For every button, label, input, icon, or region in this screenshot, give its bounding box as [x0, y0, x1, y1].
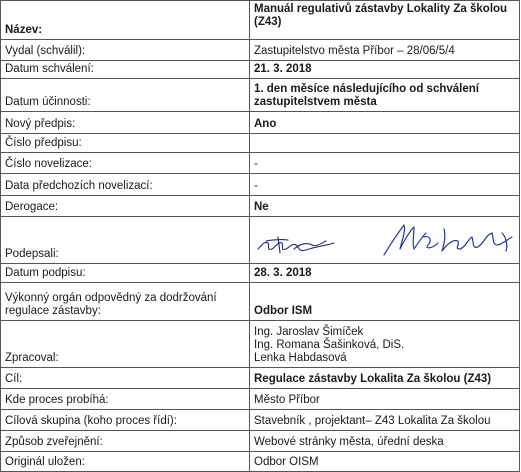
table-row	[1, 217, 520, 264]
table-row	[1, 321, 520, 368]
table-row	[1, 174, 520, 196]
row-value: -	[250, 153, 520, 174]
row-label: Výkonný orgán odpovědný za dodržování regulace zástavby:	[1, 283, 250, 321]
row-label: Datum schválení:	[1, 61, 250, 79]
table-row	[1, 61, 520, 79]
table-row	[1, 368, 520, 389]
row-label: Derogace:	[1, 196, 250, 217]
row-value: Ne	[250, 196, 520, 217]
row-label: Zpracoval:	[1, 321, 250, 368]
row-value: Odbor OISM	[250, 452, 520, 472]
row-value: Manuál regulativů zástavby Lokality Za školou (Z43)	[250, 1, 520, 40]
row-value: Webové stránky města, úřední deska	[250, 431, 520, 452]
row-label: Datum podpisu:	[1, 264, 250, 283]
signatures-cell	[250, 217, 520, 264]
row-label: Název:	[1, 1, 250, 40]
table-row	[1, 79, 520, 112]
row-label: Cíl:	[1, 368, 250, 389]
table-row	[1, 410, 520, 431]
row-value: Odbor ISM	[250, 283, 520, 321]
row-value: 1. den měsíce následujícího od schválení zastupitelstvem města	[250, 79, 520, 112]
table-row	[1, 1, 520, 40]
row-label: Podepsali:	[1, 217, 250, 264]
row-value	[250, 134, 520, 153]
row-label: Originál uložen:	[1, 452, 250, 472]
row-label: Nový předpis:	[1, 112, 250, 134]
row-value: Ing. Jaroslav Šimíček Ing. Romana Šašinková, DiS. Lenka Habdasová	[250, 321, 520, 368]
table-row	[1, 264, 520, 283]
row-value: -	[250, 174, 520, 196]
row-label: Datum účinnosti:	[1, 79, 250, 112]
row-label: Kde proces probíhá:	[1, 389, 250, 410]
row-label: Data předchozích novelizací:	[1, 174, 250, 196]
signature-image	[254, 219, 520, 259]
table-row	[1, 153, 520, 174]
row-value: Stavebník , projektant– Z43 Lokalita Za školou	[250, 410, 520, 431]
table-row	[1, 134, 520, 153]
row-value: Zastupitelstvo města Příbor – 28/06/5/4	[250, 40, 520, 61]
table-row	[1, 40, 520, 61]
row-value: Ano	[250, 112, 520, 134]
table-row	[1, 112, 520, 134]
row-value: 21. 3. 2018	[250, 61, 520, 79]
table-row	[1, 431, 520, 452]
row-value: 28. 3. 2018	[250, 264, 520, 283]
row-value: Regulace zástavby Lokalita Za školou (Z43)	[250, 368, 520, 389]
table-row	[1, 196, 520, 217]
row-label: Číslo novelizace:	[1, 153, 250, 174]
row-label: Způsob zveřejnění:	[1, 431, 250, 452]
table-row	[1, 389, 520, 410]
row-value: Město Příbor	[250, 389, 520, 410]
row-label: Cílová skupina (koho proces řídí):	[1, 410, 250, 431]
table-row	[1, 452, 520, 472]
row-label: Vydal (schválil):	[1, 40, 250, 61]
row-label: Číslo předpisu:	[1, 134, 250, 153]
table-row	[1, 283, 520, 321]
